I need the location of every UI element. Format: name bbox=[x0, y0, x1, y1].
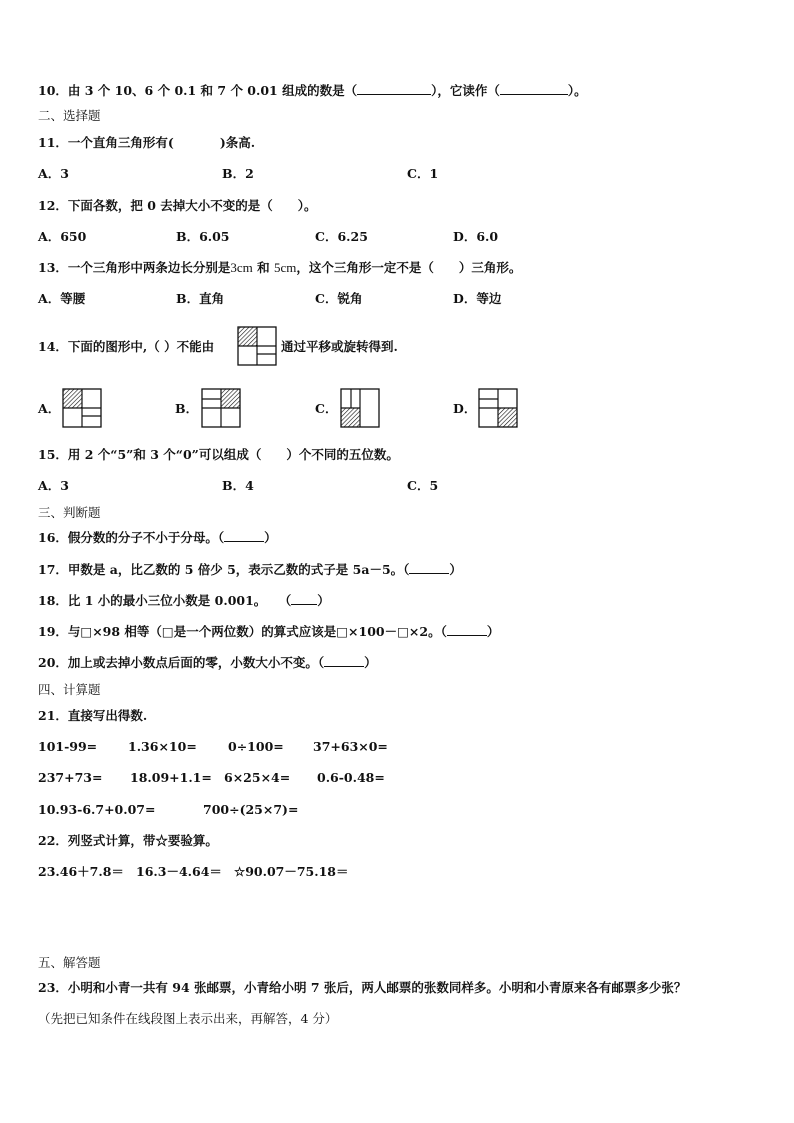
option-c-figure[interactable] bbox=[340, 388, 380, 428]
question-14-suffix: 通过平移或旋转得到. bbox=[281, 339, 398, 354]
option-b[interactable]: B．直角 bbox=[176, 291, 225, 306]
vertical-calc-item: ☆90.07－75.18＝ bbox=[234, 864, 349, 879]
question-11: 11．一个直角三角形有( )条高. bbox=[38, 135, 256, 150]
option-a[interactable]: A．3 bbox=[38, 166, 69, 181]
calc-item: 0÷100= bbox=[228, 739, 284, 754]
option-b[interactable]: B．2 bbox=[222, 166, 254, 181]
calc-item: 237+73= bbox=[38, 770, 103, 785]
option-a[interactable]: A．等腰 bbox=[38, 291, 86, 306]
option-c[interactable]: C．5 bbox=[407, 478, 439, 493]
section-heading-solve: 五、解答题 bbox=[38, 955, 101, 970]
option-a[interactable]: A．3 bbox=[38, 478, 69, 493]
option-a-figure[interactable] bbox=[62, 388, 102, 428]
option-d[interactable]: D．等边 bbox=[453, 291, 502, 306]
question-23: 23．小明和小青一共有 94 张邮票，小青给小明 7 张后，两人邮票的张数同样多。小明和小青原来各有邮票多少张？ bbox=[38, 980, 687, 995]
answer-blank[interactable] bbox=[291, 593, 317, 605]
question-18: 18．比 1 小的最小三位小数是 0.001。 （ ） bbox=[38, 593, 330, 608]
option-c[interactable]: C． bbox=[315, 401, 338, 416]
section-heading-calc: 四、计算题 bbox=[38, 682, 101, 697]
question-20: 20．加上或去掉小数点后面的零，小数大小不变。（ ） bbox=[38, 655, 377, 670]
section-heading-choice: 二、选择题 bbox=[38, 108, 101, 123]
question-13: 13．一个三角形中两条边长分别是3cm 和 5cm，这个三角形一定不是（ ）三角形。 bbox=[38, 260, 522, 275]
answer-blank[interactable] bbox=[409, 562, 449, 574]
option-d[interactable]: D．6.0 bbox=[453, 229, 499, 244]
vertical-calc-item: 23.46＋7.8＝ bbox=[38, 864, 124, 879]
question-16: 16．假分数的分子不小于分母。（ ） bbox=[38, 530, 277, 545]
option-b[interactable]: B．6.05 bbox=[176, 229, 230, 244]
calc-item: 0.6-0.48= bbox=[317, 770, 385, 785]
answer-blank[interactable] bbox=[324, 655, 364, 667]
question-19: 19．与□×98 相等（□是一个两位数）的算式应该是□×100－□×2。（ ） bbox=[38, 624, 500, 639]
calc-item: 37+63×0= bbox=[313, 739, 388, 754]
question-23-note: （先把已知条件在线段图上表示出来，再解答，4 分） bbox=[38, 1011, 338, 1026]
question-17: 17．甲数是 a，比乙数的 5 倍少 5，表示乙数的式子是 5a－5。（ ） bbox=[38, 562, 462, 577]
reference-figure bbox=[237, 326, 277, 366]
option-b[interactable]: B． bbox=[175, 401, 199, 416]
option-c[interactable]: C．锐角 bbox=[315, 291, 363, 306]
option-d-figure[interactable] bbox=[478, 388, 518, 428]
answer-blank[interactable] bbox=[357, 83, 431, 95]
option-b[interactable]: B．4 bbox=[222, 478, 254, 493]
question-15: 15．用 2 个“5”和 3 个“0”可以组成（ ）个不同的五位数。 bbox=[38, 447, 399, 462]
question-12: 12．下面各数，把 0 去掉大小不变的是（ ）。 bbox=[38, 198, 317, 213]
calc-item: 10.93-6.7+0.07= bbox=[38, 802, 156, 817]
calc-item: 6×25×4= bbox=[224, 770, 291, 785]
question-14-text: 14．下面的图形中,（ ）不能由 bbox=[38, 339, 215, 354]
option-a[interactable]: A． bbox=[38, 401, 61, 416]
calc-item: 700÷(25×7)= bbox=[203, 802, 299, 817]
answer-blank[interactable] bbox=[500, 83, 568, 95]
answer-blank[interactable] bbox=[224, 530, 264, 542]
question-22-title: 22．列竖式计算，带☆要验算。 bbox=[38, 833, 218, 848]
option-b-figure[interactable] bbox=[201, 388, 241, 428]
option-c[interactable]: C．1 bbox=[407, 166, 439, 181]
option-a[interactable]: A．650 bbox=[38, 229, 87, 244]
option-c[interactable]: C．6.25 bbox=[315, 229, 368, 244]
calc-item: 101-99= bbox=[38, 739, 98, 754]
answer-blank[interactable] bbox=[447, 624, 487, 636]
calc-item: 1.36×10= bbox=[128, 739, 197, 754]
calc-item: 18.09+1.1= bbox=[130, 770, 212, 785]
question-10: 10．由 3 个 10、6 个 0.1 和 7 个 0.01 组成的数是（ ），它读作（ ）。 bbox=[38, 83, 587, 98]
vertical-calc-item: 16.3－4.64＝ bbox=[136, 864, 222, 879]
option-d[interactable]: D． bbox=[453, 401, 477, 416]
section-heading-judge: 三、判断题 bbox=[38, 505, 101, 520]
question-21-title: 21．直接写出得数. bbox=[38, 708, 148, 723]
